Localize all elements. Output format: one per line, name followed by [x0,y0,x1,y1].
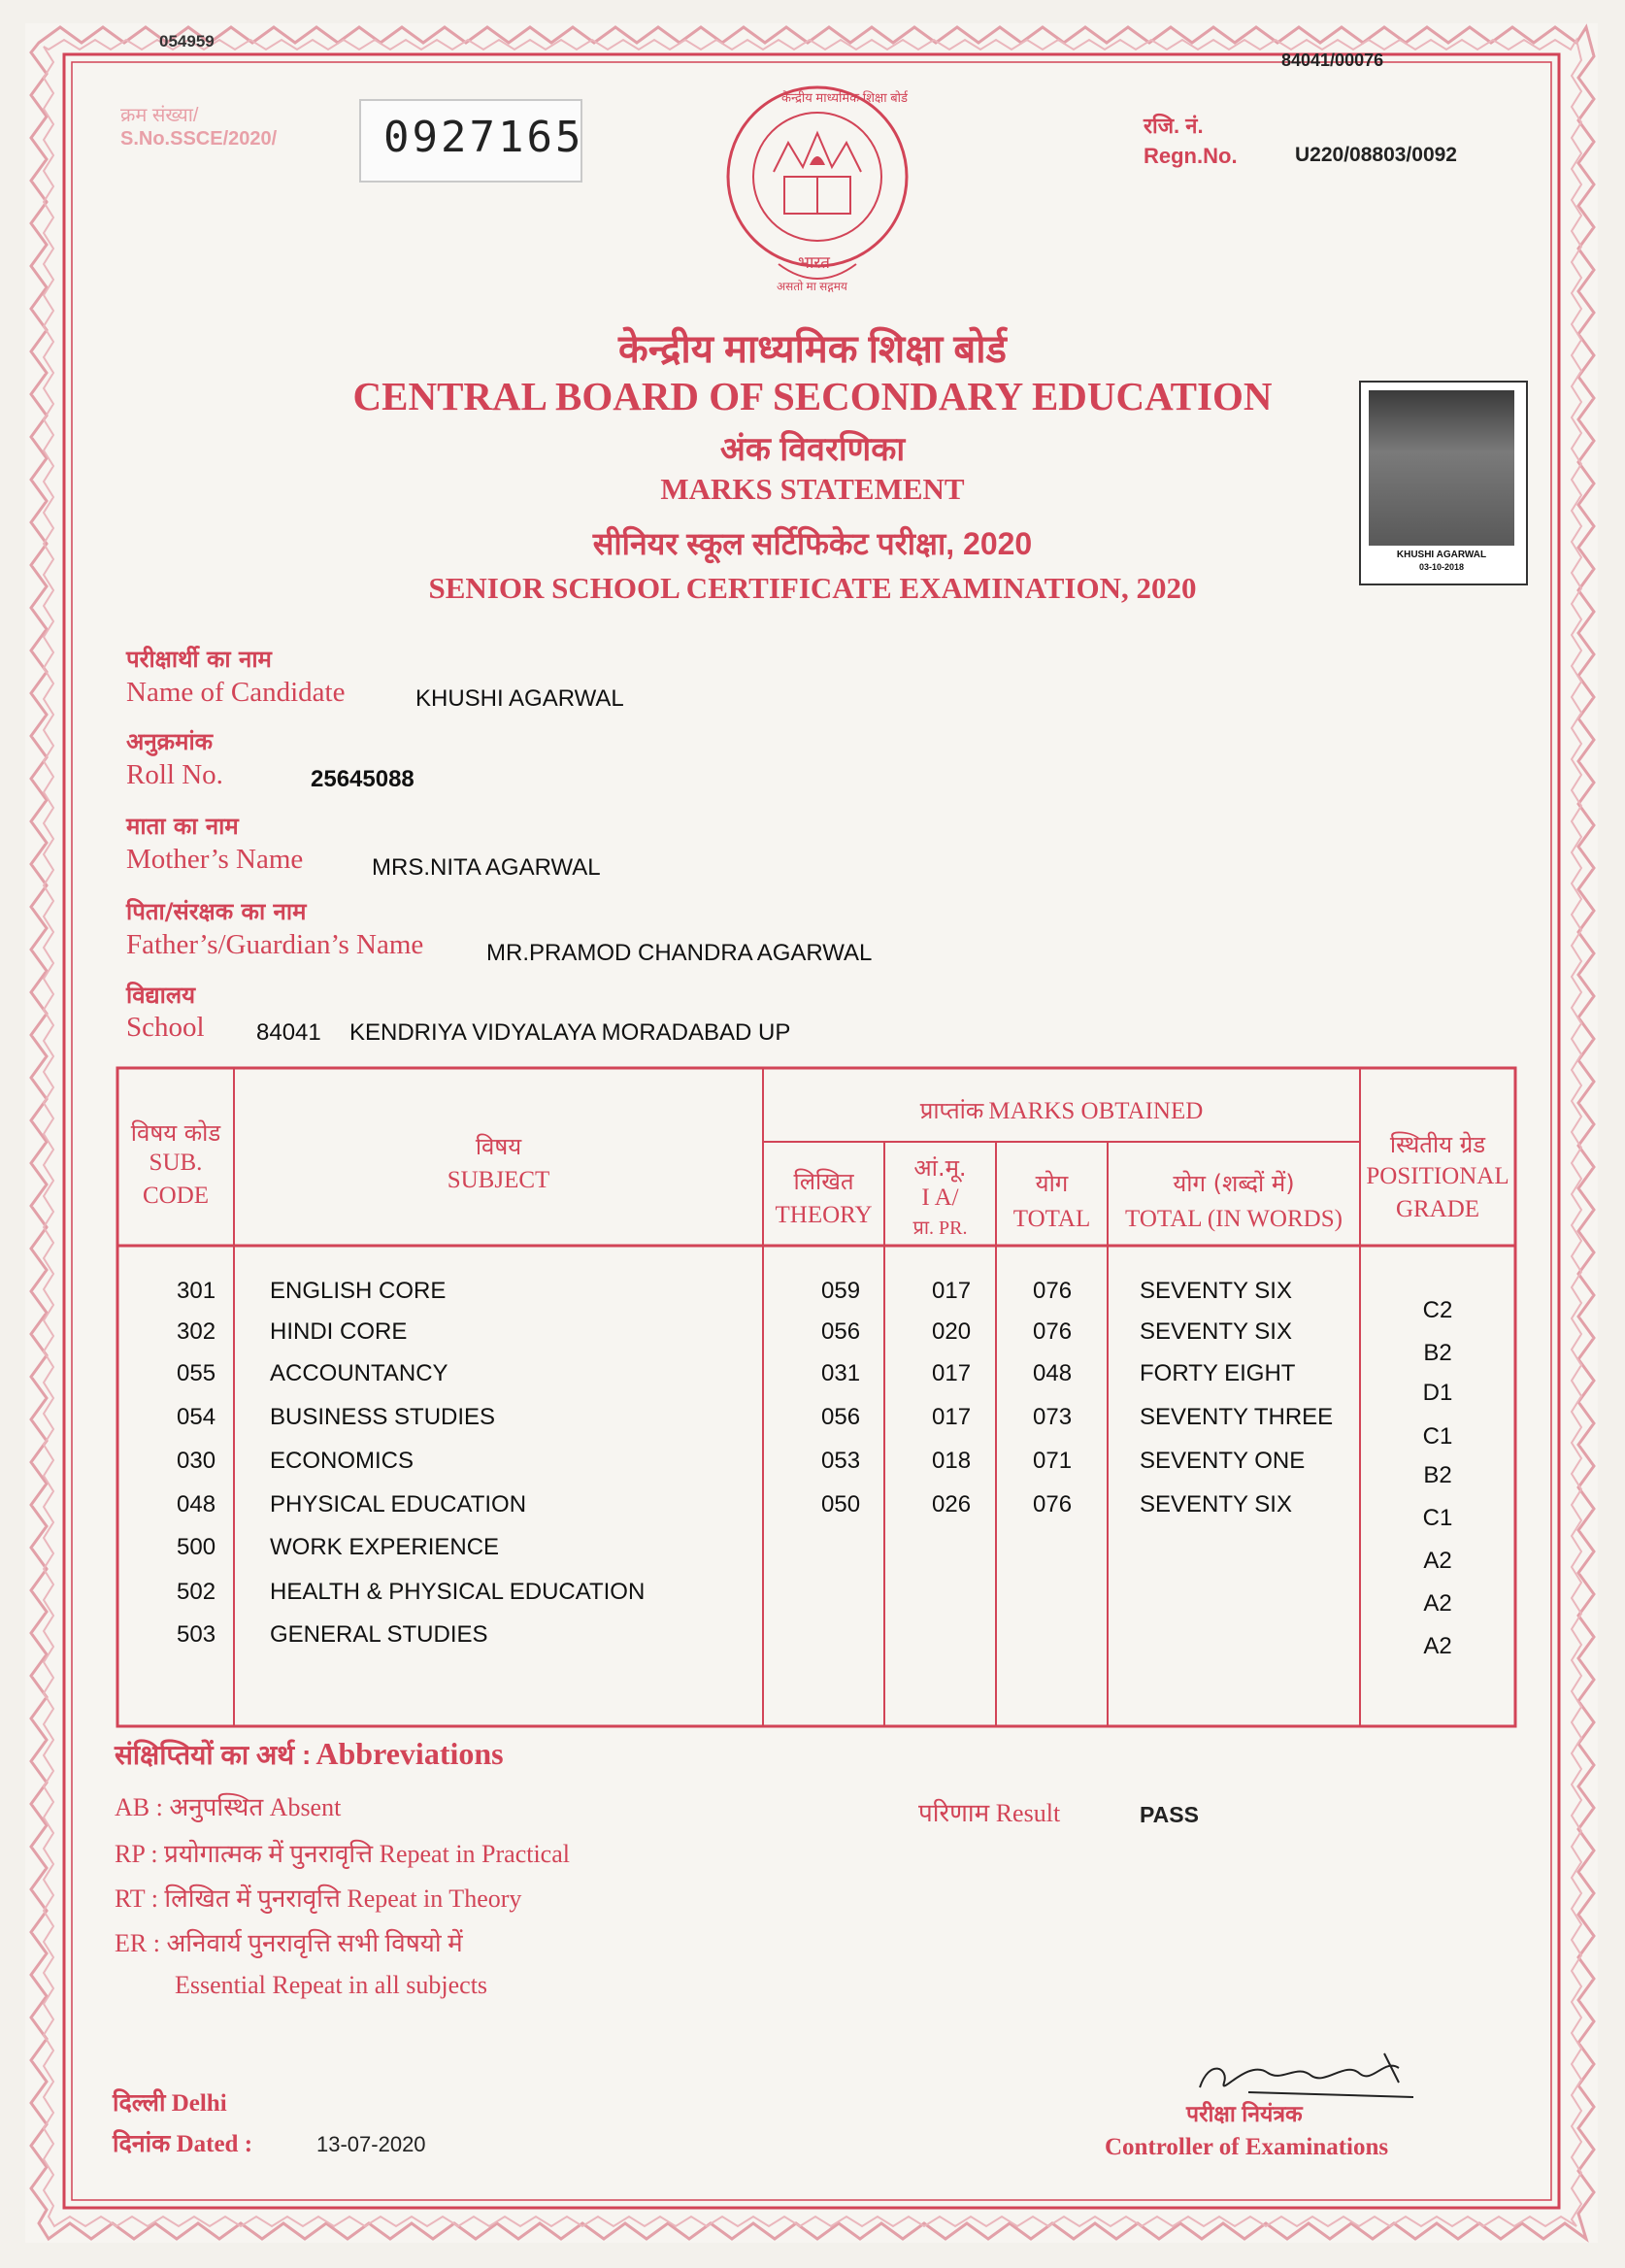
serial-top-right: 84041/00076 [1281,50,1384,70]
row-grade: B2 [1423,1340,1452,1366]
place-english: Delhi [171,2090,227,2117]
abbr-er-english: Essential Repeat in all subjects [175,1971,488,1999]
candidate-name: KHUSHI AGARWAL [415,685,624,712]
row-subject: ECONOMICS [270,1448,415,1474]
header-pr: प्रा. PR. [912,1217,968,1239]
row-theory: 031 [821,1360,861,1386]
header-code-hindi: विषय कोड [130,1119,221,1147]
row-subject: HEALTH & PHYSICAL EDUCATION [270,1579,646,1605]
father-name: MR.PRAMOD CHANDRA AGARWAL [486,940,873,966]
header-total-english: TOTAL [1012,1206,1091,1232]
row-theory: 053 [821,1448,861,1474]
row-subject: ACCOUNTANCY [270,1360,448,1386]
header-ia-english: I A/ [921,1184,959,1211]
seal-ring-text: केन्द्रीय माध्यमिक शिक्षा बोर्ड [781,90,908,105]
header-grade-en1: POSITIONAL [1366,1163,1509,1189]
row-code: 302 [177,1318,216,1345]
header-marks-english: MARKS OBTAINED [988,1098,1204,1124]
school-label-hindi: विद्यालय [126,982,196,1009]
row-code: 503 [177,1621,216,1648]
row-theory: 056 [821,1318,861,1345]
doc-title-hindi: अंक विवरणिका [719,431,906,468]
school-name: KENDRIYA VIDYALAYA MORADABAD UP [349,1019,791,1046]
row-subject: HINDI CORE [270,1318,408,1345]
row-code: 055 [177,1360,216,1386]
row-ia: 026 [932,1491,972,1518]
result-value: PASS [1140,1802,1199,1827]
row-grade: B2 [1423,1462,1452,1488]
row-theory: 059 [821,1278,861,1304]
row-words: SEVENTY ONE [1140,1448,1306,1474]
row-ia: 017 [932,1404,972,1430]
header-marks-obtained [763,1094,1360,1126]
row-ia: 017 [932,1360,972,1386]
name-label-hindi: परीक्षार्थी का नाम [126,646,272,673]
header-ia-hindi: आं.मू. [913,1154,967,1182]
header-code-en2: CODE [142,1183,210,1209]
header-grade-hindi: स्थितीय ग्रेड [1389,1131,1486,1158]
regn-label-en: Regn.No. [1144,144,1238,168]
row-code: 030 [177,1448,216,1474]
regn-label-hi: रजि. नं. [1144,114,1204,138]
row-words: SEVENTY THREE [1140,1404,1334,1430]
header-grade-en2: GRADE [1395,1196,1480,1222]
result-label [918,1794,1060,1829]
abbr-er: ER : अनिवार्य पुनरावृत्ति सभी विषयो में [115,1929,463,1957]
row-words: SEVENTY SIX [1140,1491,1292,1518]
signatory-english: Controller of Examinations [1105,2134,1389,2160]
seal-country: भारत [798,253,830,272]
result-label-english: Result [995,1799,1061,1827]
row-words: SEVENTY SIX [1140,1318,1292,1345]
sno-label-hi: क्रम संख्या/ [120,105,199,126]
row-grade: D1 [1422,1380,1453,1406]
name-label-english: Name of Candidate [126,677,346,708]
header-total-hindi: योग [1035,1170,1069,1197]
row-theory: 050 [821,1491,861,1518]
exam-title-hindi: सीनियर स्कूल सर्टिफिकेट परीक्षा, 2020 [592,526,1033,561]
row-grade: C1 [1422,1505,1453,1531]
row-code: 048 [177,1491,216,1518]
place-hindi: दिल्ली [113,2090,166,2117]
father-label-hindi: पिता/संरक्षक का नाम [126,898,307,925]
dated-label-hindi: दिनांक [113,2131,171,2157]
header-words-english: TOTAL (IN WORDS) [1125,1206,1343,1232]
sno-label-en: S.No.SSCE/2020/ [120,128,278,150]
photo-caption-name: KHUSHI AGARWAL [1396,550,1487,560]
dated-label [113,2126,252,2159]
mother-name: MRS.NITA AGARWAL [372,854,601,881]
header-subject-english: SUBJECT [447,1167,550,1193]
row-ia: 017 [932,1278,972,1304]
row-grade: A2 [1423,1548,1452,1574]
row-code: 502 [177,1579,216,1605]
row-words: SEVENTY SIX [1140,1278,1292,1304]
school-code: 84041 [256,1019,321,1046]
row-ia: 018 [932,1448,972,1474]
board-title-hindi: केन्द्रीय माध्यमिक शिक्षा बोर्ड [618,328,1007,371]
abbr-rt: RT : लिखित में पुनरावृत्ति Repeat in Theory [115,1884,522,1913]
photo-caption-date: 03-10-2018 [1418,562,1465,572]
row-total: 048 [1033,1360,1073,1386]
header-code-en1: SUB. [149,1150,203,1176]
signatory-hindi: परीक्षा नियंत्रक [1186,2101,1303,2126]
sno-value: 0927165 [383,113,584,162]
abbr-title-english: Abbreviations [315,1736,504,1771]
mother-label-hindi: माता का नाम [126,813,239,840]
row-code: 500 [177,1534,216,1560]
abbreviations-title [115,1736,504,1773]
seal-motto: असतो मा सद्गमय [777,280,847,293]
row-subject: WORK EXPERIENCE [270,1534,500,1560]
row-code: 054 [177,1404,216,1430]
row-subject: BUSINESS STUDIES [270,1404,496,1430]
abbr-rp: RP : प्रयोगात्मक में पुनरावृत्ति Repeat in Practical [115,1840,570,1868]
row-subject: PHYSICAL EDUCATION [270,1491,527,1518]
father-label-english: Father’s/Guardian’s Name [126,929,424,960]
row-theory: 056 [821,1404,861,1430]
header-subject-hindi: विषय [475,1133,522,1160]
roll-label-hindi: अनुक्रमांक [126,728,214,755]
abbr-ab: AB : अनुपस्थित Absent [115,1793,342,1821]
dated-label-english: Dated : [176,2131,253,2157]
result-label-hindi: परिणाम [918,1799,990,1827]
school-label-english: School [126,1012,205,1043]
roll-number: 25645088 [311,766,415,792]
row-total: 076 [1033,1318,1073,1345]
row-grade: C2 [1422,1297,1453,1323]
header-theory-english: THEORY [775,1202,873,1228]
row-grade: A2 [1423,1590,1452,1617]
header-theory-hindi: लिखित [793,1168,854,1195]
abbr-title-hindi: संक्षिप्तियों का अर्थ : [115,1740,312,1770]
row-code: 301 [177,1278,216,1304]
serial-top-left: 054959 [159,32,215,50]
roll-label-english: Roll No. [126,759,223,790]
exam-title-english: SENIOR SCHOOL CERTIFICATE EXAMINATION, 2020 [428,571,1197,605]
row-ia: 020 [932,1318,972,1345]
row-subject: GENERAL STUDIES [270,1621,488,1648]
row-grade: C1 [1422,1423,1453,1450]
row-total: 076 [1033,1491,1073,1518]
row-subject: ENGLISH CORE [270,1278,447,1304]
row-grade: A2 [1423,1633,1452,1659]
row-total: 071 [1033,1448,1073,1474]
board-title-english: CENTRAL BOARD OF SECONDARY EDUCATION [352,374,1273,418]
row-words: FORTY EIGHT [1140,1360,1296,1386]
regn-value: U220/08803/0092 [1295,144,1457,166]
place [113,2085,227,2118]
header-marks-hindi: प्राप्तांक [919,1097,984,1124]
mother-label-english: Mother’s Name [126,844,304,875]
row-total: 076 [1033,1278,1073,1304]
row-total: 073 [1033,1404,1073,1430]
header-words-hindi: योग (शब्दों में) [1173,1170,1295,1197]
doc-title-english: MARKS STATEMENT [660,472,965,506]
issue-date: 13-07-2020 [316,2132,426,2156]
